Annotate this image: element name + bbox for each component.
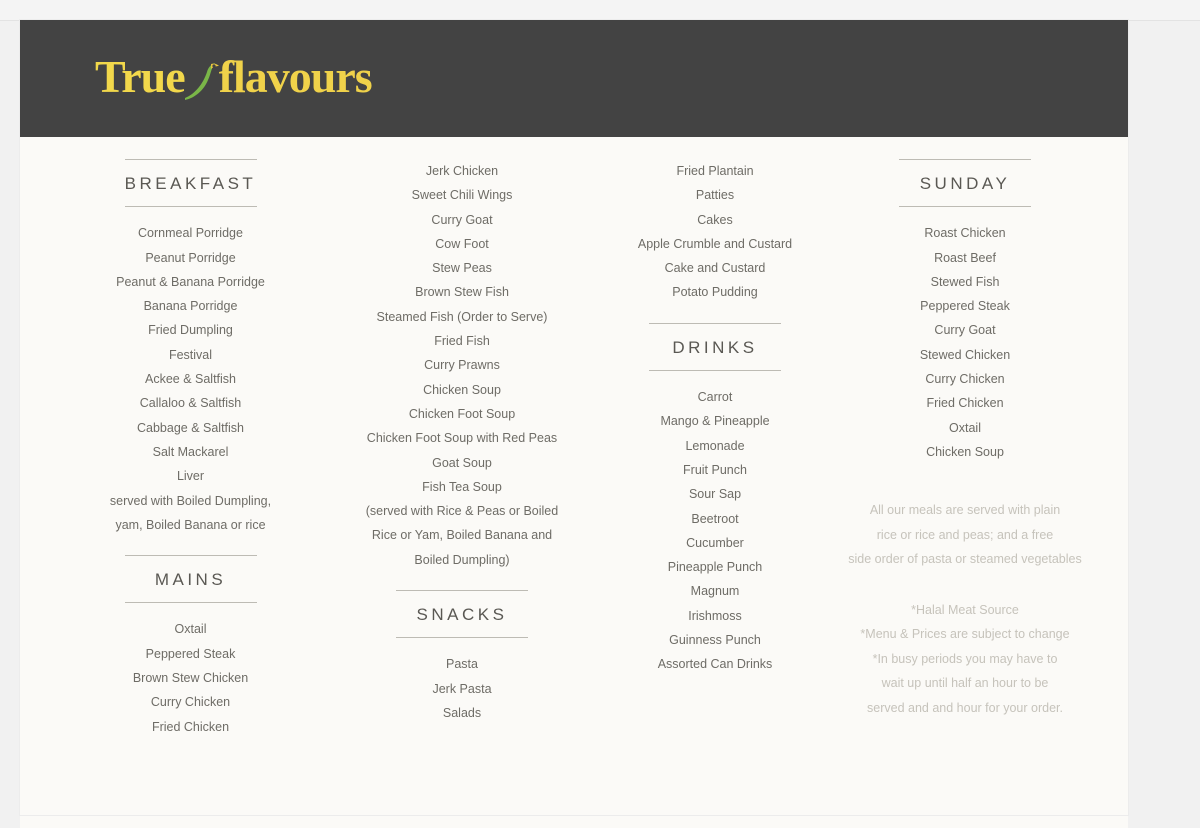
menu-item: Cucumber bbox=[686, 535, 744, 550]
menu-item: Peanut & Banana Porridge bbox=[116, 274, 265, 289]
menu-item: Lemonade bbox=[685, 438, 745, 453]
section-snacks bbox=[320, 590, 604, 725]
menu-item: Potato Pudding bbox=[672, 285, 758, 300]
menu-item: Peppered Steak bbox=[145, 646, 236, 661]
menu-body bbox=[20, 137, 1128, 815]
menu-note-line: (served with Rice & Peas or Boiled bbox=[365, 504, 559, 519]
note-line: *In busy periods you may have to bbox=[872, 651, 1058, 666]
menu-item: Roast Beef bbox=[934, 250, 996, 265]
menu-item: Sweet Chili Wings bbox=[411, 188, 513, 203]
logo[interactable] bbox=[95, 52, 372, 108]
divider bbox=[649, 370, 781, 371]
section-title-mains: MAINS bbox=[154, 570, 227, 590]
menu-item: Pasta bbox=[446, 657, 478, 672]
menu-item: Salt Mackarel bbox=[152, 444, 229, 459]
menu-item: Fried Chicken bbox=[151, 719, 230, 734]
menu-item: Jerk Pasta bbox=[432, 681, 492, 696]
menu-item: Carrot bbox=[697, 390, 733, 405]
logo-word-flavours: flavours bbox=[218, 51, 372, 103]
menu-note-line: yam, Boiled Banana or rice bbox=[115, 517, 266, 532]
menu-item: Callaloo & Saltfish bbox=[139, 396, 242, 411]
menu-item: Beetroot bbox=[691, 511, 739, 526]
menu-item: Fruit Punch bbox=[683, 462, 747, 477]
menu-item: Oxtail bbox=[174, 622, 207, 637]
spacer bbox=[74, 537, 307, 555]
section-title-breakfast: BREAKFAST bbox=[124, 174, 257, 193]
menu-item: Stew Peas bbox=[432, 261, 492, 276]
menu-column-1 bbox=[74, 159, 307, 739]
section-title-snacks: SNACKS bbox=[416, 605, 508, 625]
section-mains-continued bbox=[320, 159, 604, 572]
menu-item: Curry Goat bbox=[431, 212, 493, 227]
divider bbox=[125, 602, 257, 603]
menu-item: Curry Goat bbox=[934, 323, 996, 338]
disclaimer-note bbox=[820, 598, 1110, 721]
swoosh-icon bbox=[181, 58, 221, 106]
menu-note-line: served with Boiled Dumpling, bbox=[109, 493, 272, 508]
note-line: *Halal Meat Source bbox=[911, 602, 1019, 617]
menu-item: Pineapple Punch bbox=[667, 560, 763, 575]
menu-item: Cakes bbox=[697, 212, 733, 227]
menu-item: Irishmoss bbox=[688, 608, 742, 623]
menu-item: Peanut Porridge bbox=[145, 250, 236, 265]
menu-column-4 bbox=[820, 159, 1110, 720]
spacer bbox=[320, 572, 604, 590]
section-sides-desserts bbox=[620, 159, 810, 305]
menu-item: Cow Foot bbox=[435, 236, 489, 251]
menu-item: Festival bbox=[168, 347, 213, 362]
menu-item: Fried Dumpling bbox=[148, 323, 233, 338]
menu-item: Assorted Can Drinks bbox=[657, 657, 773, 672]
menu-item: Fish Tea Soup bbox=[422, 479, 502, 494]
menu-item: Fried Chicken bbox=[926, 396, 1004, 411]
menu-item: Oxtail bbox=[949, 420, 981, 435]
section-breakfast bbox=[74, 159, 307, 537]
menu-item: Magnum bbox=[690, 584, 740, 599]
menu-item: Chicken Soup bbox=[926, 444, 1004, 459]
menu-item: Brown Stew Chicken bbox=[132, 671, 249, 686]
menu-item: Fried Plantain bbox=[676, 164, 754, 178]
logo-word-true: True bbox=[95, 51, 185, 103]
menu-item: Roast Chicken bbox=[924, 226, 1006, 241]
section-title-drinks: DRINKS bbox=[672, 337, 758, 357]
menu-item: Stewed Fish bbox=[930, 274, 1000, 289]
menu-item: Stewed Chicken bbox=[919, 347, 1011, 362]
section-drinks bbox=[620, 323, 810, 677]
menu-item: Brown Stew Fish bbox=[415, 285, 509, 300]
menu-item: Salads bbox=[442, 705, 482, 720]
serving-note bbox=[820, 498, 1110, 572]
menu-item: Steamed Fish (Order to Serve) bbox=[376, 309, 548, 324]
menu-item: Ackee & Saltfish bbox=[144, 372, 236, 387]
menu-item: Goat Soup bbox=[432, 455, 492, 470]
menu-item: Cabbage & Saltfish bbox=[136, 420, 244, 435]
menu-item: Chicken Foot Soup bbox=[408, 406, 516, 421]
menu-column-2 bbox=[320, 159, 604, 725]
menu-item: Liver bbox=[176, 469, 205, 484]
divider bbox=[899, 206, 1031, 207]
section-title-sunday: SUNDAY bbox=[919, 174, 1011, 193]
menu-item: Cornmeal Porridge bbox=[138, 226, 243, 241]
menu-item: Jerk Chicken bbox=[425, 164, 499, 178]
menu-item: Curry Prawns bbox=[424, 358, 500, 373]
menu-note-line: Rice or Yam, Boiled Banana and bbox=[371, 528, 553, 543]
menu-column-3 bbox=[620, 159, 810, 677]
menu-item: Cake and Custard bbox=[664, 261, 766, 276]
divider bbox=[125, 206, 257, 207]
section-sunday bbox=[820, 159, 1110, 464]
spacer bbox=[620, 305, 810, 323]
note-line: side order of pasta or steamed vegetables bbox=[848, 552, 1082, 567]
divider bbox=[396, 637, 528, 638]
menu-item: Fried Fish bbox=[434, 334, 490, 349]
menu-item: Patties bbox=[695, 188, 735, 203]
menu-sheet bbox=[20, 20, 1128, 815]
section-mains bbox=[74, 555, 307, 739]
menu-item: Banana Porridge bbox=[143, 299, 238, 314]
note-line: rice or rice and peas; and a free bbox=[876, 527, 1054, 542]
note-line: All our meals are served with plain bbox=[869, 503, 1061, 518]
menu-item: Mango & Pineapple bbox=[660, 414, 770, 429]
menu-item: Sour Sap bbox=[688, 487, 742, 502]
page-bottom-strip bbox=[20, 815, 1128, 828]
note-line: wait up until half an hour to be bbox=[881, 676, 1049, 691]
menu-item: Guinness Punch bbox=[669, 633, 761, 648]
browser-top-strip bbox=[0, 0, 1200, 21]
menu-item: Apple Crumble and Custard bbox=[637, 236, 793, 251]
menu-item: Peppered Steak bbox=[920, 299, 1010, 314]
menu-item: Chicken Foot Soup with Red Peas bbox=[366, 431, 558, 446]
menu-item: Curry Chicken bbox=[150, 695, 231, 710]
menu-item: Curry Chicken bbox=[925, 372, 1005, 387]
site-header bbox=[20, 20, 1128, 137]
note-line: *Menu & Prices are subject to change bbox=[860, 627, 1070, 642]
note-line: served and and hour for your order. bbox=[867, 700, 1063, 715]
menu-item: Chicken Soup bbox=[423, 382, 501, 397]
menu-note-line: Boiled Dumpling) bbox=[414, 552, 510, 567]
